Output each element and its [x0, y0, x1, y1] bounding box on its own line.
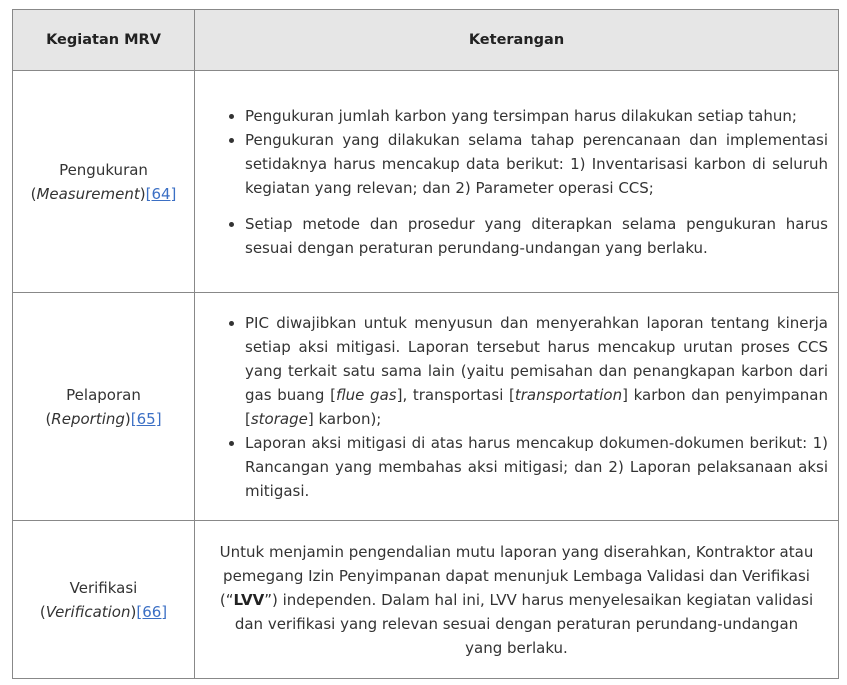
text-segment: ] karbon dan penyimpanan [: [245, 385, 828, 428]
activity-term: Verification: [45, 602, 131, 621]
bullet-list: [195, 311, 838, 503]
italic-term: storage: [250, 409, 308, 428]
header-description: Keterangan: [195, 10, 839, 71]
reference-link[interactable]: [65]: [130, 409, 162, 428]
bullet-list: [195, 104, 838, 260]
activity-name: Verifikasi: [69, 578, 138, 597]
text-segment: ] karbon);: [307, 409, 382, 428]
list-item: • Pengukuran jumlah karbon yang tersimpan harus dilakukan setiap tahun;: [245, 104, 828, 128]
description-cell: [195, 71, 839, 293]
table-row: [13, 293, 839, 521]
activity-name: Pengukuran: [59, 160, 148, 179]
table-row: [13, 71, 839, 293]
italic-term: transportation: [514, 385, 623, 404]
text-segment: PIC diwajibkan untuk menyusun dan menyerahkan laporan tentang kinerja setiap aksi mitigasi. Laporan tersebut harus mencakup urutan proses CCS yang terkait satu sama lain (yaitu pemisahan dan penangkapan karbon dari gas buang [: [245, 313, 828, 404]
header-activity: Kegiatan MRV: [13, 10, 195, 71]
bold-term: LVV: [233, 590, 265, 609]
italic-term: flue gas: [335, 385, 397, 404]
list-item: • Setiap metode dan prosedur yang diterapkan selama pengukuran harus sesuai dengan peraturan perundang-undangan yang berlaku.: [245, 212, 828, 260]
activity-term: Reporting: [51, 409, 125, 428]
activity-cell: Pengukuran (Measurement)[64]: [13, 71, 195, 293]
activity-name: Pelaporan: [66, 385, 141, 404]
verification-text: [195, 540, 838, 660]
reference-link[interactable]: [66]: [136, 602, 168, 621]
activity-cell: Verifikasi (Verification)[66]: [13, 521, 195, 679]
description-cell: [195, 293, 839, 521]
activity-term: Measurement: [36, 184, 140, 203]
list-item: • Laporan aksi mitigasi di atas harus mencakup dokumen-dokumen berikut: 1) Rancangan yang membahas aksi mitigasi; dan 2) Laporan pelaksanaan aksi mitigasi.: [245, 431, 828, 503]
activity-cell: Pelaporan (Reporting)[65]: [13, 293, 195, 521]
list-item: • Pengukuran yang dilakukan selama tahap perencanaan dan implementasi setidaknya harus mencakup data berikut: 1) Inventarisasi karbon di seluruh kegiatan yang relevan; dan 2) Parameter operasi CCS;: [245, 128, 828, 200]
mrv-table: [12, 9, 839, 679]
text-segment: Untuk menjamin pengendalian mutu laporan yang diserahkan, Kontraktor atau pemegang Izin Penyimpanan dapat menunjuk Lembaga Validasi dan Verifikasi (“: [219, 542, 814, 609]
text-segment: ], transportasi [: [396, 385, 515, 404]
table-row: [13, 521, 839, 679]
text-segment: ”) independen. Dalam hal ini, LVV harus menyelesaikan kegiatan validasi dan verifikasi yang relevan sesuai dengan peraturan perundang-undangan yang berlaku.: [234, 590, 814, 657]
header-row: [13, 10, 839, 71]
reference-link[interactable]: [64]: [145, 184, 177, 203]
list-item: [245, 311, 828, 431]
description-cell: [195, 521, 839, 679]
